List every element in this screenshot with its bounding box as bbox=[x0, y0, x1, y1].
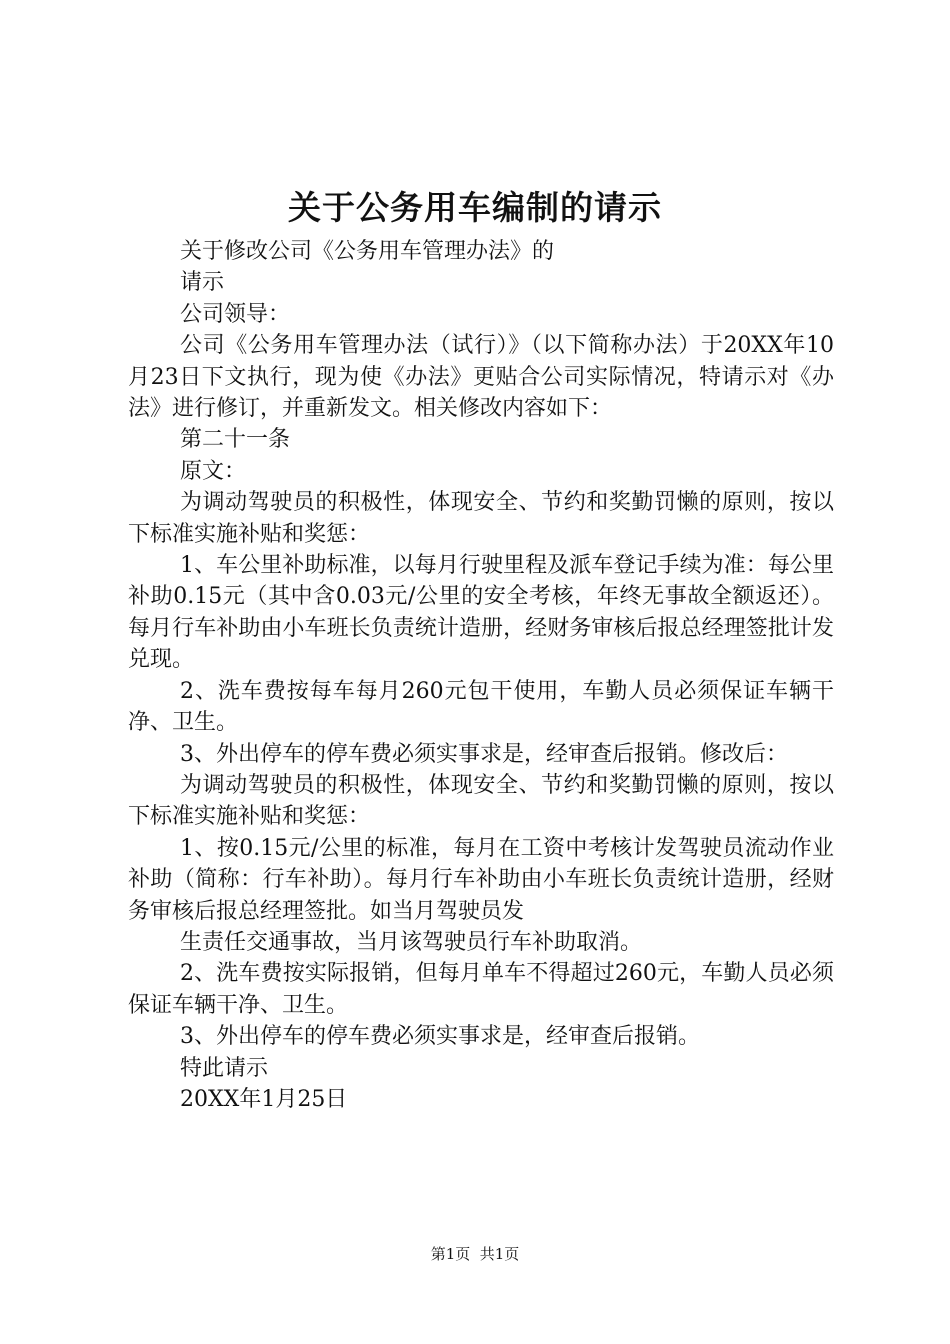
paragraph: 2、洗车费按实际报销，但每月单车不得超过260元，车勤人员必须保证车辆干净、卫生。 bbox=[128, 961, 834, 1018]
paragraph: 1、车公里补助标准，以每月行驶里程及派车登记手续为准：每公里补助0.15元（其中含0.03元/公里的安全考核，年终无事故全额返还）。每月行车补助由小车班长负责统计造册，经财务审核后报总经理签批计发兑现。 bbox=[128, 553, 834, 673]
paragraph: 3、外出停车的停车费必须实事求是，经审查后报销。 bbox=[180, 1024, 700, 1050]
paragraph: 原文： bbox=[180, 458, 247, 484]
paragraph: 特此请示 bbox=[180, 1055, 269, 1081]
page-footer bbox=[0, 1243, 950, 1265]
paragraph: 为调动驾驶员的积极性，体现安全、节约和奖勤罚懒的原则，按以下标准实施补贴和奖惩： bbox=[128, 772, 834, 830]
document-title: 关于公务用车编制的请示 bbox=[288, 188, 662, 227]
paragraph: 2、洗车费按每车每月260元包干使用，车勤人员必须保证车辆干净、卫生。 bbox=[128, 678, 834, 736]
document-body bbox=[128, 236, 834, 1115]
paragraph: 请示 bbox=[180, 270, 225, 296]
paragraph: 20XX年1月25日 bbox=[180, 1086, 348, 1112]
paragraph: 1、按0.15元/公里的标准，每月在工资中考核计发驾驶员流动作业补助（简称：行车补助）。每月行车补助由小车班长负责统计造册，经财务审核后报总经理签批。如当月驾驶员发 bbox=[128, 835, 834, 924]
paragraph: 3、外出停车的停车费必须实事求是，经审查后报销。修改后： bbox=[180, 741, 788, 767]
page-number-label: 第1页 共1页 bbox=[430, 1245, 520, 1263]
paragraph: 公司《公务用车管理办法（试行）》（以下简称办法）于20XX年10月23日下文执行，现为使《办法》更贴合公司实际情况，特请示对《办法》进行修订，并重新发文。相关修改内容如下： bbox=[128, 333, 834, 422]
paragraph: 关于修改公司《公务用车管理办法》的 bbox=[180, 239, 555, 264]
paragraph: 第二十一条 bbox=[180, 427, 291, 453]
paragraph: 生责任交通事故，当月该驾驶员行车补助取消。 bbox=[180, 929, 643, 955]
paragraph: 为调动驾驶员的积极性，体现安全、节约和奖勤罚懒的原则，按以下标准实施补贴和奖惩： bbox=[128, 490, 834, 547]
paragraph: 公司领导： bbox=[180, 301, 291, 327]
